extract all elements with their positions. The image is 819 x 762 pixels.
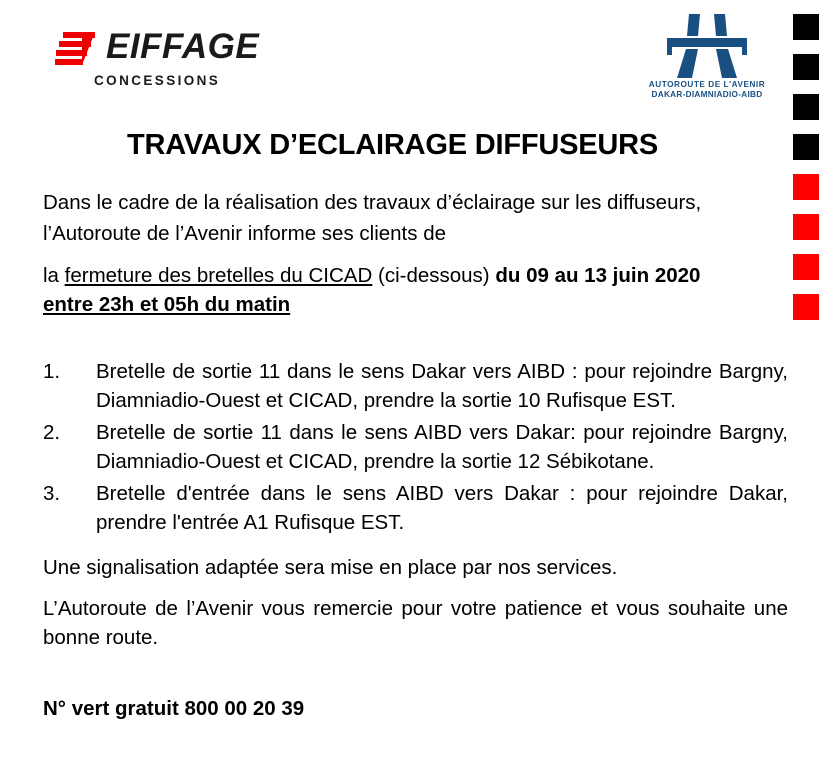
hotline-number: N° vert gratuit 800 00 20 39 xyxy=(43,697,305,720)
eiffage-logo xyxy=(55,27,260,88)
closure-middle: (ci-dessous) xyxy=(372,264,496,287)
list-item-number: 3. xyxy=(43,482,61,505)
list-item-text: Bretelle de sortie 11 dans le sens AIBD vers Dakar: pour rejoindre Bargny, Diamniadio-Ouest et CICAD, prendre la sortie 12 Sébikotane. xyxy=(96,421,788,473)
decorative-square xyxy=(793,54,819,80)
autoroute-logo-line1: AUTOROUTE DE L'AVENIR xyxy=(648,80,766,89)
decorative-square xyxy=(793,294,819,320)
list-item xyxy=(43,357,788,415)
decorative-square xyxy=(793,94,819,120)
eiffage-subtitle: CONCESSIONS xyxy=(94,73,221,88)
thanks-note: L’Autoroute de l’Avenir vous remercie pour votre patience et vous souhaite une bonne route. xyxy=(43,597,788,649)
decorative-square xyxy=(793,14,819,40)
decorative-square-strip xyxy=(793,14,819,334)
closure-statement xyxy=(43,261,788,290)
outro-block xyxy=(43,553,788,652)
list-item-number: 2. xyxy=(43,421,61,444)
document-body xyxy=(43,188,788,723)
eiffage-wordmark: EIFFAGE xyxy=(106,27,260,66)
decorative-square xyxy=(793,214,819,240)
closure-dates: du 09 au 13 juin 2020 xyxy=(495,264,701,287)
list-item-number: 1. xyxy=(43,360,61,383)
motorway-icon xyxy=(659,12,755,78)
decorative-square xyxy=(793,254,819,280)
decorative-square xyxy=(793,174,819,200)
closure-hours-line xyxy=(43,290,788,319)
intro-line-2: l’Autoroute de l’Avenir informe ses clients de xyxy=(43,222,446,245)
intro-line-1: Dans le cadre de la réalisation des travaux d’éclairage sur les diffuseurs, xyxy=(43,191,702,214)
list-item xyxy=(43,479,788,537)
autoroute-logo xyxy=(648,12,766,99)
signalisation-note: Une signalisation adaptée sera mise en place par nos services. xyxy=(43,556,618,579)
list-item-text: Bretelle de sortie 11 dans le sens Dakar vers AIBD : pour rejoindre Bargny, Diamniadio-Ouest et CICAD, prendre la sortie 10 Rufisque EST. xyxy=(96,360,788,412)
closure-prefix: la xyxy=(43,264,65,287)
closure-underlined-subject: fermeture des bretelles du CICAD xyxy=(64,264,373,287)
instruction-list xyxy=(43,357,788,537)
closure-hours: entre 23h et 05h du matin xyxy=(43,293,291,316)
list-item xyxy=(43,418,788,476)
decorative-square xyxy=(793,134,819,160)
list-item-text: Bretelle d'entrée dans le sens AIBD vers Dakar : pour rejoindre Dakar, prendre l'entrée A1 Rufisque EST. xyxy=(96,482,788,534)
eiffage-logo-top xyxy=(55,27,260,66)
document-header xyxy=(0,0,785,118)
autoroute-logo-line2: DAKAR-DIAMNIADIO-AIBD xyxy=(651,90,763,99)
page-title: TRAVAUX D’ECLAIRAGE DIFFUSEURS xyxy=(126,129,659,161)
eiffage-mark-icon xyxy=(55,32,95,66)
